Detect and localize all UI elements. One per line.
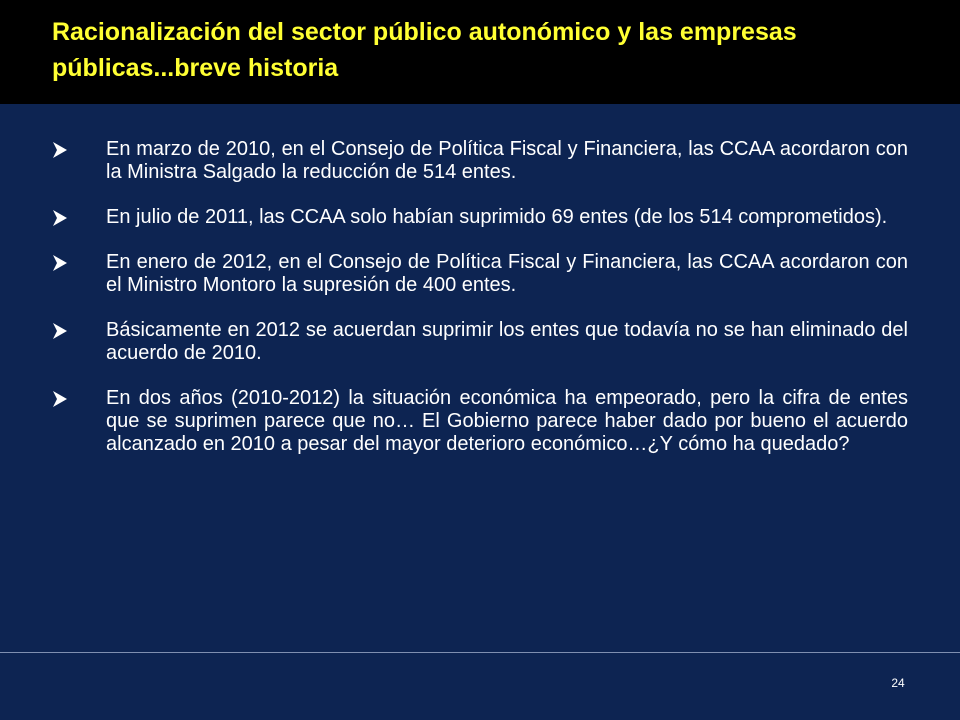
bullet-item bbox=[52, 206, 908, 229]
arrowhead-bullet-icon bbox=[52, 141, 68, 159]
arrowhead-bullet-icon bbox=[52, 322, 68, 340]
footer-divider bbox=[0, 652, 960, 653]
bullet-text: En marzo de 2010, en el Consejo de Política Fiscal y Financiera, las CCAA acordaron con la Ministra Salgado la reducción de 514 entes. bbox=[106, 138, 908, 183]
bullet-item bbox=[52, 387, 908, 456]
slide-title: Racionalización del sector público autonómico y las empresas públicas...breve historia bbox=[52, 18, 797, 82]
bullet-text: En enero de 2012, en el Consejo de Política Fiscal y Financiera, las CCAA acordaron con el Ministro Montoro la supresión de 400 entes. bbox=[106, 251, 908, 296]
title-bar bbox=[0, 0, 960, 104]
page-number: 24 bbox=[891, 676, 905, 690]
bullet-text: Básicamente en 2012 se acuerdan suprimir los entes que todavía no se han eliminado del acuerdo de 2010. bbox=[106, 319, 908, 364]
bullet-text: En julio de 2011, las CCAA solo habían suprimido 69 entes (de los 514 comprometidos). bbox=[106, 206, 888, 228]
bullet-item bbox=[52, 251, 908, 297]
bullet-item bbox=[52, 319, 908, 365]
arrowhead-bullet-icon bbox=[52, 390, 68, 408]
bullet-item bbox=[52, 138, 908, 184]
arrowhead-bullet-icon bbox=[52, 209, 68, 227]
bullet-text: En dos años (2010-2012) la situación económica ha empeorado, pero la cifra de entes que se suprimen parece que no… El Gobierno parece haber dado por bueno el acuerdo alcanzado en 2010 a pesar del mayor deterioro económico…¿Y cómo ha quedado? bbox=[106, 387, 908, 455]
arrowhead-bullet-icon bbox=[52, 254, 68, 272]
bullet-list bbox=[52, 138, 908, 478]
